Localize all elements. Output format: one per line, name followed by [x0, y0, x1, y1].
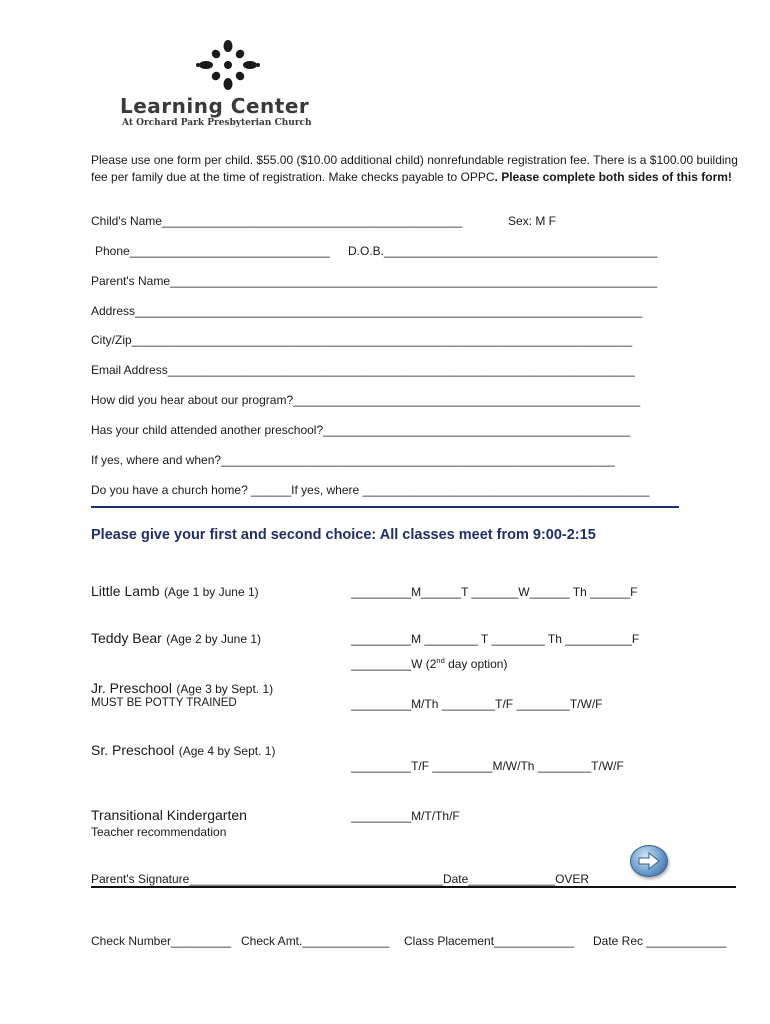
intro-bold: . Please complete both sides of this form!: [494, 169, 732, 184]
class-detail: (Age 3 by Sept. 1): [176, 682, 274, 696]
attended-preschool-field[interactable]: Has your child attended another preschool?______________________________________________: [91, 423, 631, 437]
heard-about-field[interactable]: How did you hear about our program?____________________________________________________: [91, 393, 641, 407]
potty-trained-note: MUST BE POTTY TRAINED: [91, 697, 237, 709]
class-transitional-kindergarten: Transitional Kindergarten: [91, 807, 247, 823]
church-home-field[interactable]: Do you have a church home? ______If yes, where ___________________________________________: [91, 483, 650, 497]
email-field[interactable]: Email Address______________________________________________________________________: [91, 363, 635, 377]
sr-preschool-options[interactable]: _________T/F _________M/W/Th ________T/W/F: [351, 759, 624, 773]
class-name: Sr. Preschool: [91, 742, 175, 758]
class-name: Jr. Preschool: [91, 680, 172, 696]
sex-field[interactable]: Sex: M F: [508, 214, 557, 228]
parent-signature-field[interactable]: Parent's Signature______________________________________Date_____________OVER: [91, 872, 590, 886]
class-name: Little Lamb: [91, 583, 160, 599]
extra-option-sup: nd: [436, 656, 445, 665]
next-page-button[interactable]: [630, 845, 668, 877]
class-teddy-bear: [91, 630, 261, 648]
signature-divider: [91, 886, 736, 888]
check-amount-field[interactable]: Check Amt._____________: [241, 934, 390, 948]
dob-field[interactable]: D.O.B._________________________________________: [348, 244, 658, 258]
arrow-right-icon: [638, 852, 660, 870]
little-lamb-options[interactable]: _________M______T _______W______ Th ______F: [351, 585, 638, 599]
child-name-field[interactable]: Child's Name_____________________________________________: [91, 214, 463, 228]
class-jr-preschool: [91, 680, 273, 698]
city-zip-field[interactable]: City/Zip___________________________________________________________________________: [91, 333, 633, 347]
class-detail: (Age 1 by June 1): [163, 585, 259, 599]
teddy-bear-options[interactable]: _________M ________ T ________ Th __________F: [351, 632, 640, 646]
extra-option-pre: _________W (2: [351, 657, 437, 671]
logo-title: Learning Center: [120, 94, 310, 118]
check-number-field[interactable]: Check Number_________: [91, 934, 232, 948]
class-detail: (Age 2 by June 1): [166, 632, 262, 646]
flower-icon: [196, 38, 260, 92]
section-divider: [91, 506, 679, 508]
transitional-options[interactable]: _________M/T/Th/F: [351, 809, 460, 823]
parent-name-field[interactable]: Parent's Name_________________________________________________________________________: [91, 274, 658, 288]
class-sr-preschool: [91, 742, 275, 760]
jr-preschool-options[interactable]: _________M/Th ________T/F ________T/W/F: [351, 697, 603, 711]
address-field[interactable]: Address____________________________________________________________________________: [91, 304, 643, 318]
where-when-field[interactable]: If yes, where and when?___________________________________________________________: [91, 453, 615, 467]
class-name: Teddy Bear: [91, 630, 162, 646]
intro-text: Please use one form per child. $55.00 ($10.00 additional child) nonrefundable registration fee. There is a $100.00 building fee per family due at the time of registration. Make checks payable to OPPC: [91, 153, 738, 184]
phone-field[interactable]: Phone______________________________: [95, 244, 330, 258]
logo-subtitle: At Orchard Park Presbyterian Church: [122, 118, 312, 128]
intro-paragraph: [91, 152, 741, 185]
class-little-lamb: [91, 583, 259, 601]
date-received-field[interactable]: Date Rec ____________: [593, 934, 727, 948]
choice-heading: Please give your first and second choice: All classes meet from 9:00-2:15: [91, 527, 596, 543]
extra-option-post: day option): [444, 657, 508, 671]
teddy-bear-extra-option[interactable]: [351, 656, 507, 671]
class-detail: (Age 4 by Sept. 1): [178, 744, 276, 758]
teacher-recommendation-note: Teacher recommendation: [91, 825, 227, 839]
class-placement-field[interactable]: Class Placement____________: [404, 934, 575, 948]
